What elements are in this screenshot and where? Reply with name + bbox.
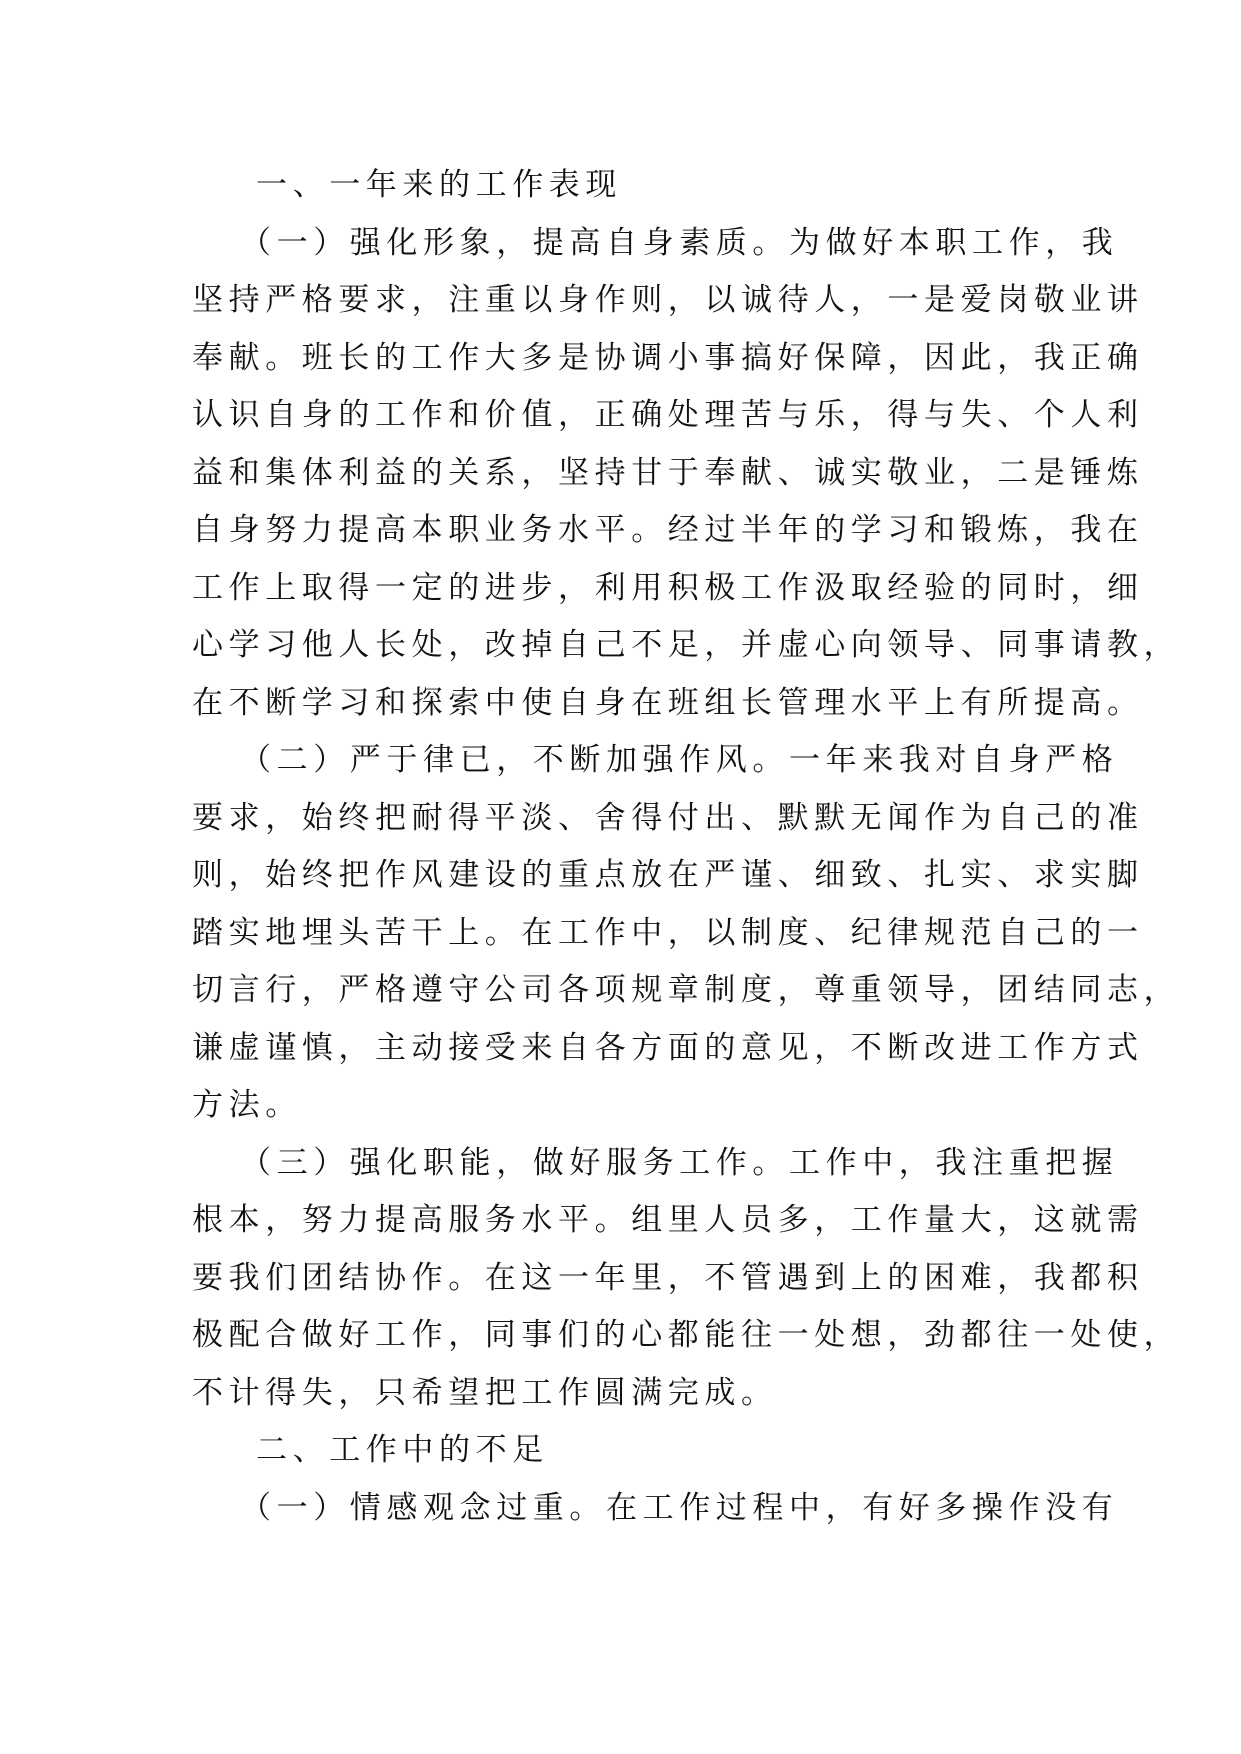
paragraph-line: 谦虚谨慎，主动接受来自各方面的意见，不断改进工作方式 bbox=[192, 1029, 1144, 1066]
paragraph-line: 要我们团结协作。在这一年里，不管遇到上的困难，我都积 bbox=[192, 1259, 1144, 1296]
paragraph-line: 心学习他人长处，改掉自己不足，并虚心向领导、同事请教， bbox=[192, 627, 1181, 663]
paragraph-line: 认识自身的工作和价值，正确处理苦与乐，得与失、个人利 bbox=[192, 397, 1144, 433]
section-heading-1: 一、一年来的工作表现 bbox=[256, 167, 622, 203]
paragraph-line: 工作上取得一定的进步，利用积极工作汲取经验的同时，细 bbox=[192, 569, 1144, 606]
paragraph-line: 要求，始终把耐得平淡、舍得付出、默默无闻作为自己的准 bbox=[192, 799, 1144, 836]
document-body bbox=[192, 157, 1181, 1537]
paragraph-line: 则，始终把作风建设的重点放在严谨、细致、扎实、求实脚 bbox=[192, 857, 1144, 893]
section-heading-2: 二、工作中的不足 bbox=[256, 1432, 549, 1468]
paragraph-line: （二）严于律已，不断加强作风。一年来我对自身严格 bbox=[240, 742, 1119, 778]
paragraph-line: （三）强化职能，做好服务工作。工作中，我注重把握 bbox=[240, 1144, 1119, 1181]
paragraph-line: 不计得失，只希望把工作圆满完成。 bbox=[192, 1374, 778, 1411]
paragraph-line: 踏实地埋头苦干上。在工作中，以制度、纪律规范自己的一 bbox=[192, 914, 1144, 951]
paragraph-line: 在不断学习和探索中使自身在班组长管理水平上有所提高。 bbox=[192, 684, 1144, 721]
paragraph-line: 奉献。班长的工作大多是协调小事搞好保障，因此，我正确 bbox=[192, 339, 1144, 376]
paragraph-line: 自身努力提高本职业务水平。经过半年的学习和锻炼，我在 bbox=[192, 512, 1144, 548]
paragraph-line: 益和集体利益的关系，坚持甘于奉献、诚实敬业，二是锤炼 bbox=[192, 454, 1144, 491]
paragraph-line: 坚持严格要求，注重以身作则，以诚待人，一是爱岗敬业讲 bbox=[192, 282, 1144, 318]
paragraph-line: 极配合做好工作，同事们的心都能往一处想，劲都往一处使， bbox=[192, 1317, 1181, 1353]
paragraph-line: （一）强化形象，提高自身素质。为做好本职工作，我 bbox=[240, 224, 1119, 261]
paragraph-line: （一）情感观念过重。在工作过程中，有好多操作没有 bbox=[240, 1489, 1119, 1526]
paragraph-line: 根本，努力提高服务水平。组里人员多，工作量大，这就需 bbox=[192, 1202, 1144, 1238]
paragraph-line: 切言行，严格遵守公司各项规章制度，尊重领导，团结同志， bbox=[192, 972, 1181, 1008]
paragraph-line: 方法。 bbox=[192, 1087, 302, 1123]
